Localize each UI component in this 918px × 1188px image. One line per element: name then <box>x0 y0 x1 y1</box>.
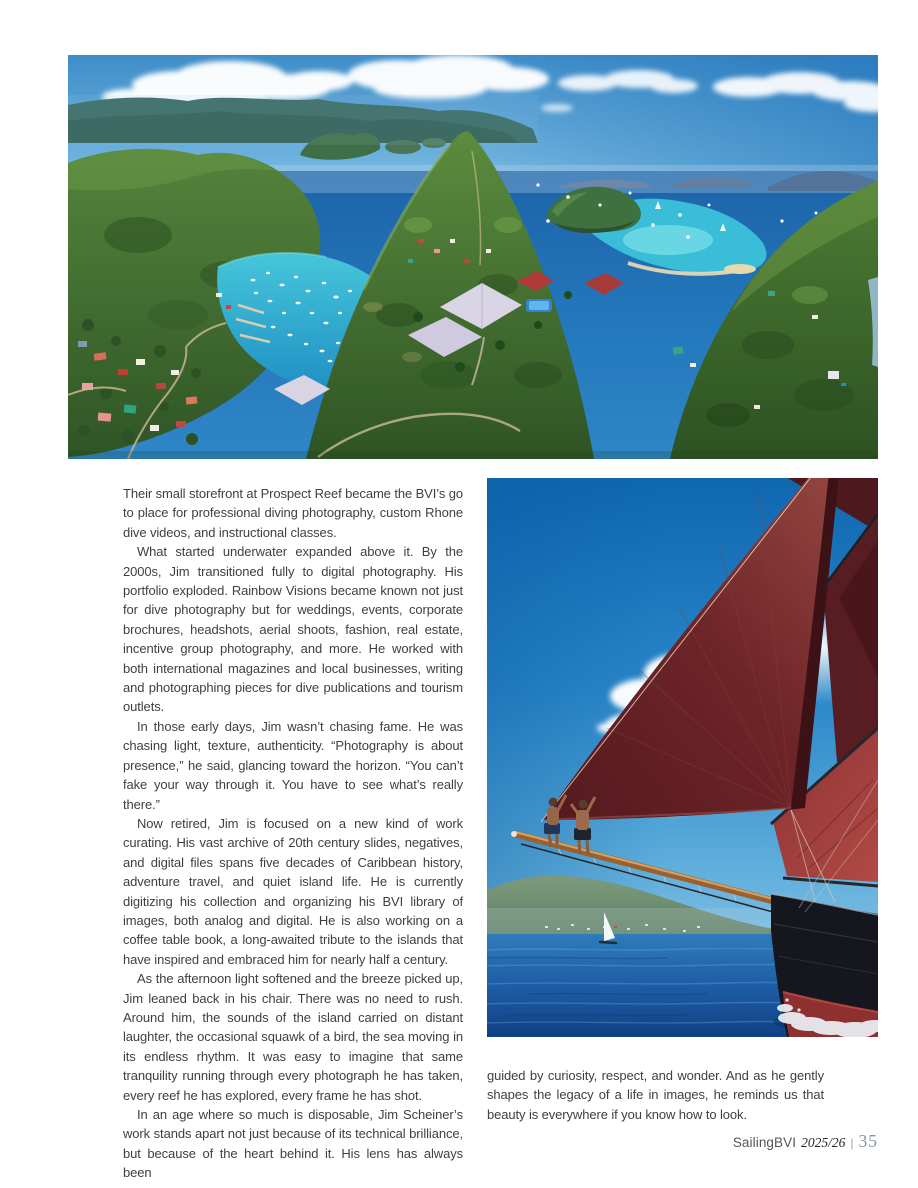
page-footer <box>68 1131 878 1152</box>
magazine-name: SailingBVI <box>732 1135 797 1150</box>
article-right-column <box>487 1066 824 1124</box>
footer-separator: | <box>850 1136 854 1150</box>
page-number: 35 <box>858 1131 878 1151</box>
foreground-shade <box>68 451 878 459</box>
paragraph: guided by curiosity, respect, and wonder. And as he gently shapes the legacy of a life in images, he reminds us that beauty is everywhere if you know how to look. <box>487 1068 824 1122</box>
red-sail-schooner-photo <box>487 478 878 1037</box>
paragraph: Their small storefront at Prospect Reef became the BVI’s go to place for professional diving photography, custom Rhone dive videos, and instructional classes. <box>123 486 463 540</box>
paragraph: What started underwater expanded above it. By the 2000s, Jim transitioned fully to digital photography. His portfolio exploded. Rainbow Visions became known not just for dive photography but for weddings, events, corporate brochures, headshots, aerial shoots, fashion, real estate, incentive group photography, and more. He worked with both international magazines and local businesses, writing and photographing pieces for dive publications and tourism outlets. <box>123 544 463 715</box>
paragraph: In an age where so much is disposable, Jim Scheiner’s work stands apart not just because of its technical brilliance, but because of the heart behind it. His lens has always been <box>123 1107 463 1181</box>
edition-label: 2025/26 <box>801 1135 846 1150</box>
aerial-harbor-photo <box>68 55 878 459</box>
paragraph: In those early days, Jim wasn’t chasing fame. He was chasing light, texture, authenticity. “Photography is about presence,” he said, glancing toward the horizon. “You can’t fake your way through it. You have to see what’s really there.” <box>123 718 463 812</box>
article-left-column <box>123 484 463 1183</box>
paragraph: Now retired, Jim is focused on a new kind of work curating. His vast archive of 20th century slides, negatives, and digital files spans five decades of Caribbean history, adventure travel, and quiet island life. He is currently digitizing his collection and organizing his BVI library of images, both analog and digital. He is also working on a coffee table book, a long-awaited tribute to the islands that have inspired and embraced him for nearly half a century. <box>123 815 463 967</box>
paragraph: As the afternoon light softened and the breeze picked up, Jim leaned back in his chair. There was no need to rush. Around him, the sounds of the island carried on distant laughter, the occasional squawk of a bird, the sea moving in its endless rhythm. It was easy to imagine that same tranquility running through every photograph he has taken, every reef he has explored, every frame he has shot. <box>123 971 463 1103</box>
